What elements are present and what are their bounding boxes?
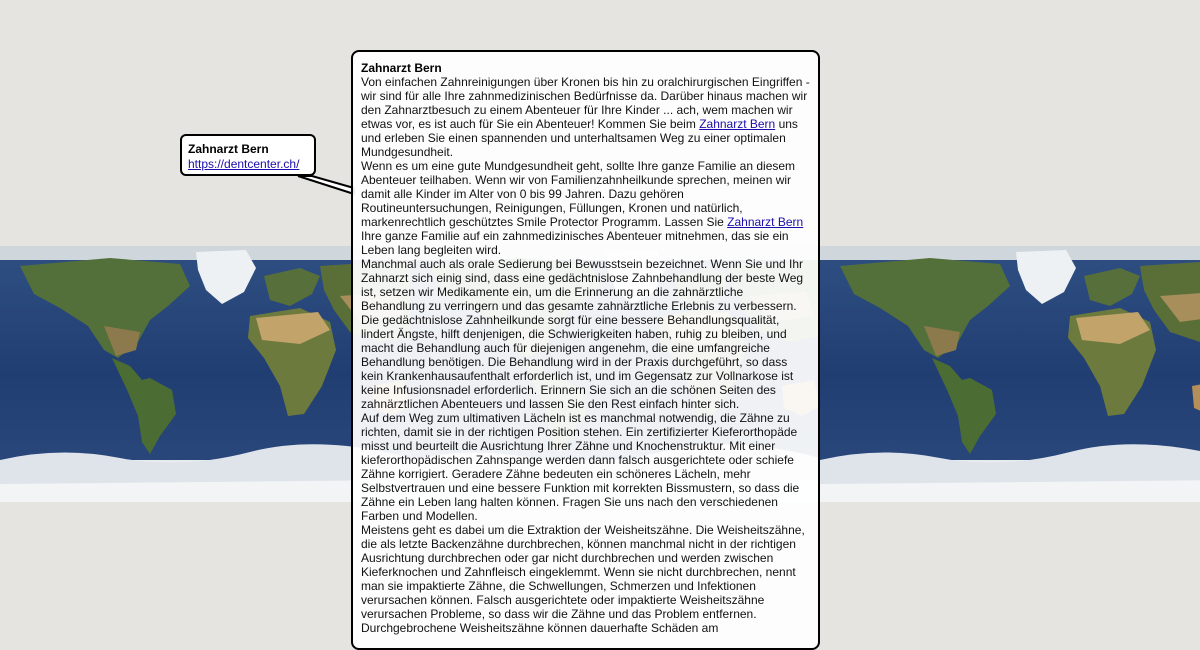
marker-label[interactable] bbox=[180, 134, 316, 176]
info-paragraph-1: Von einfachen Zahnreinigungen über Kronen bis hin zu oralchirurgischen Eingriffen - wir sind für alle Ihre zahnmedizinischen Bedürfnisse da. Darüber hinaus machen wir den Zahnarztbesuch zu einem Abenteuer für Ihre Kinder ... ach, wem machen wir etwas vor, es ist auch für Sie ein Abenteuer! Kommen Sie beim Zahnarzt Bern uns und erleben Sie einen spannenden und unterhaltsamen Weg zu einer optimalen Mundgesundheit. bbox=[361, 75, 810, 159]
marker-title: Zahnarzt Bern bbox=[188, 142, 269, 156]
marker-link[interactable]: https://dentcenter.ch/ bbox=[188, 157, 300, 171]
info-window[interactable] bbox=[351, 50, 820, 650]
info-paragraph-4: Auf dem Weg zum ultimativen Lächeln ist es manchmal notwendig, die Zähne zu richten, damit sie in der richtigen Position stehen. Ein zertifizierter Kieferorthopäde misst und beurteilt die Ausrichtung Ihrer Zähne und Knochenstruktur. Mit einer kieferorthopädischen Zahnspange werden dann falsch ausgerichtete oder schiefe Zähne korrigiert. Geradere Zähne bedeuten ein schöneres Lächeln, mehr Selbstvertrauen und eine bessere Funktion mit korrekten Bissmustern, so dass die Zähne ein Leben lang halten können. Fragen Sie uns nach den verschiedenen Farben und Modellen. bbox=[361, 411, 800, 523]
zahnarzt-bern-link-1[interactable]: Zahnarzt Bern bbox=[699, 117, 776, 131]
info-window-title: Zahnarzt Bern bbox=[361, 61, 442, 75]
info-paragraph-5: Meistens geht es dabei um die Extraktion der Weisheitszähne. Die Weisheitszähne, die als letzte Backenzähne durchbrechen, können manchmal nicht in der richtigen Ausrichtung durchbrechen oder gar nicht durchbrechen und werden zwischen Kieferknochen und Zahnfleisch eingeklemmt. Wenn sie nicht durchbrechen, nennt man sie impaktierte Zähne, die Schwellungen, Schmerzen und Infektionen verursachen können. Falsch ausgerichtete oder impaktierte Weisheitszähne verursachen Probleme, so dass wir die Zähne und das Problem entfernen. Durchgebrochene Weisheitszähne können dauerhafte Schäden am bbox=[361, 523, 805, 635]
info-paragraph-2: Wenn es um eine gute Mundgesundheit geht, sollte Ihre ganze Familie an diesem Abenteuer teilhaben. Wenn wir von Familienzahnheilkunde sprechen, meinen wir damit alle Kinder im Alter von 0 bis 99 Jahren. Dazu gehören Routineuntersuchungen, Reinigungen, Füllungen, Kronen und natürlich, markenrechtlich geschütztes Smile Protector Programm. Lassen Sie Zahnarzt Bern Ihre ganze Familie auf ein zahnmedizinisches Abenteuer mitnehmen, das sie ein Leben lang begleiten wird. bbox=[361, 159, 804, 257]
info-paragraph-3: Manchmal auch als orale Sedierung bei Bewusstsein bezeichnet. Wenn Sie und Ihr Zahnarzt sich einig sind, dass eine gedächtnislose Zahnbehandlung der beste Weg ist, setzen wir Medikamente ein, um die Erinnerung an die zahnärztliche Behandlung zu verringern und das gesamte zahnärztliche Erlebnis zu verbessern. Die gedächtnislose Zahnheilkunde sorgt für eine bessere Behandlungsqualität, lindert Ängste, hilft denjenigen, die Schwierigkeiten haben, ruhig zu bleiben, und macht die Behandlung auch für diejenigen angenehm, die eine umfangreiche Behandlung benötigen. Die Behandlung wird in der Praxis durchgeführt, so dass kein Krankenhausaufenthalt erforderlich ist, und im Gegensatz zur Vollnarkose ist keine Infusionsnadel erforderlich. Erinnern Sie sich an die schönen Seiten des zahnärztlichen Abenteuers und lassen Sie den Rest einfach hinter sich. bbox=[361, 257, 804, 411]
zahnarzt-bern-link-2[interactable]: Zahnarzt Bern bbox=[727, 215, 804, 229]
